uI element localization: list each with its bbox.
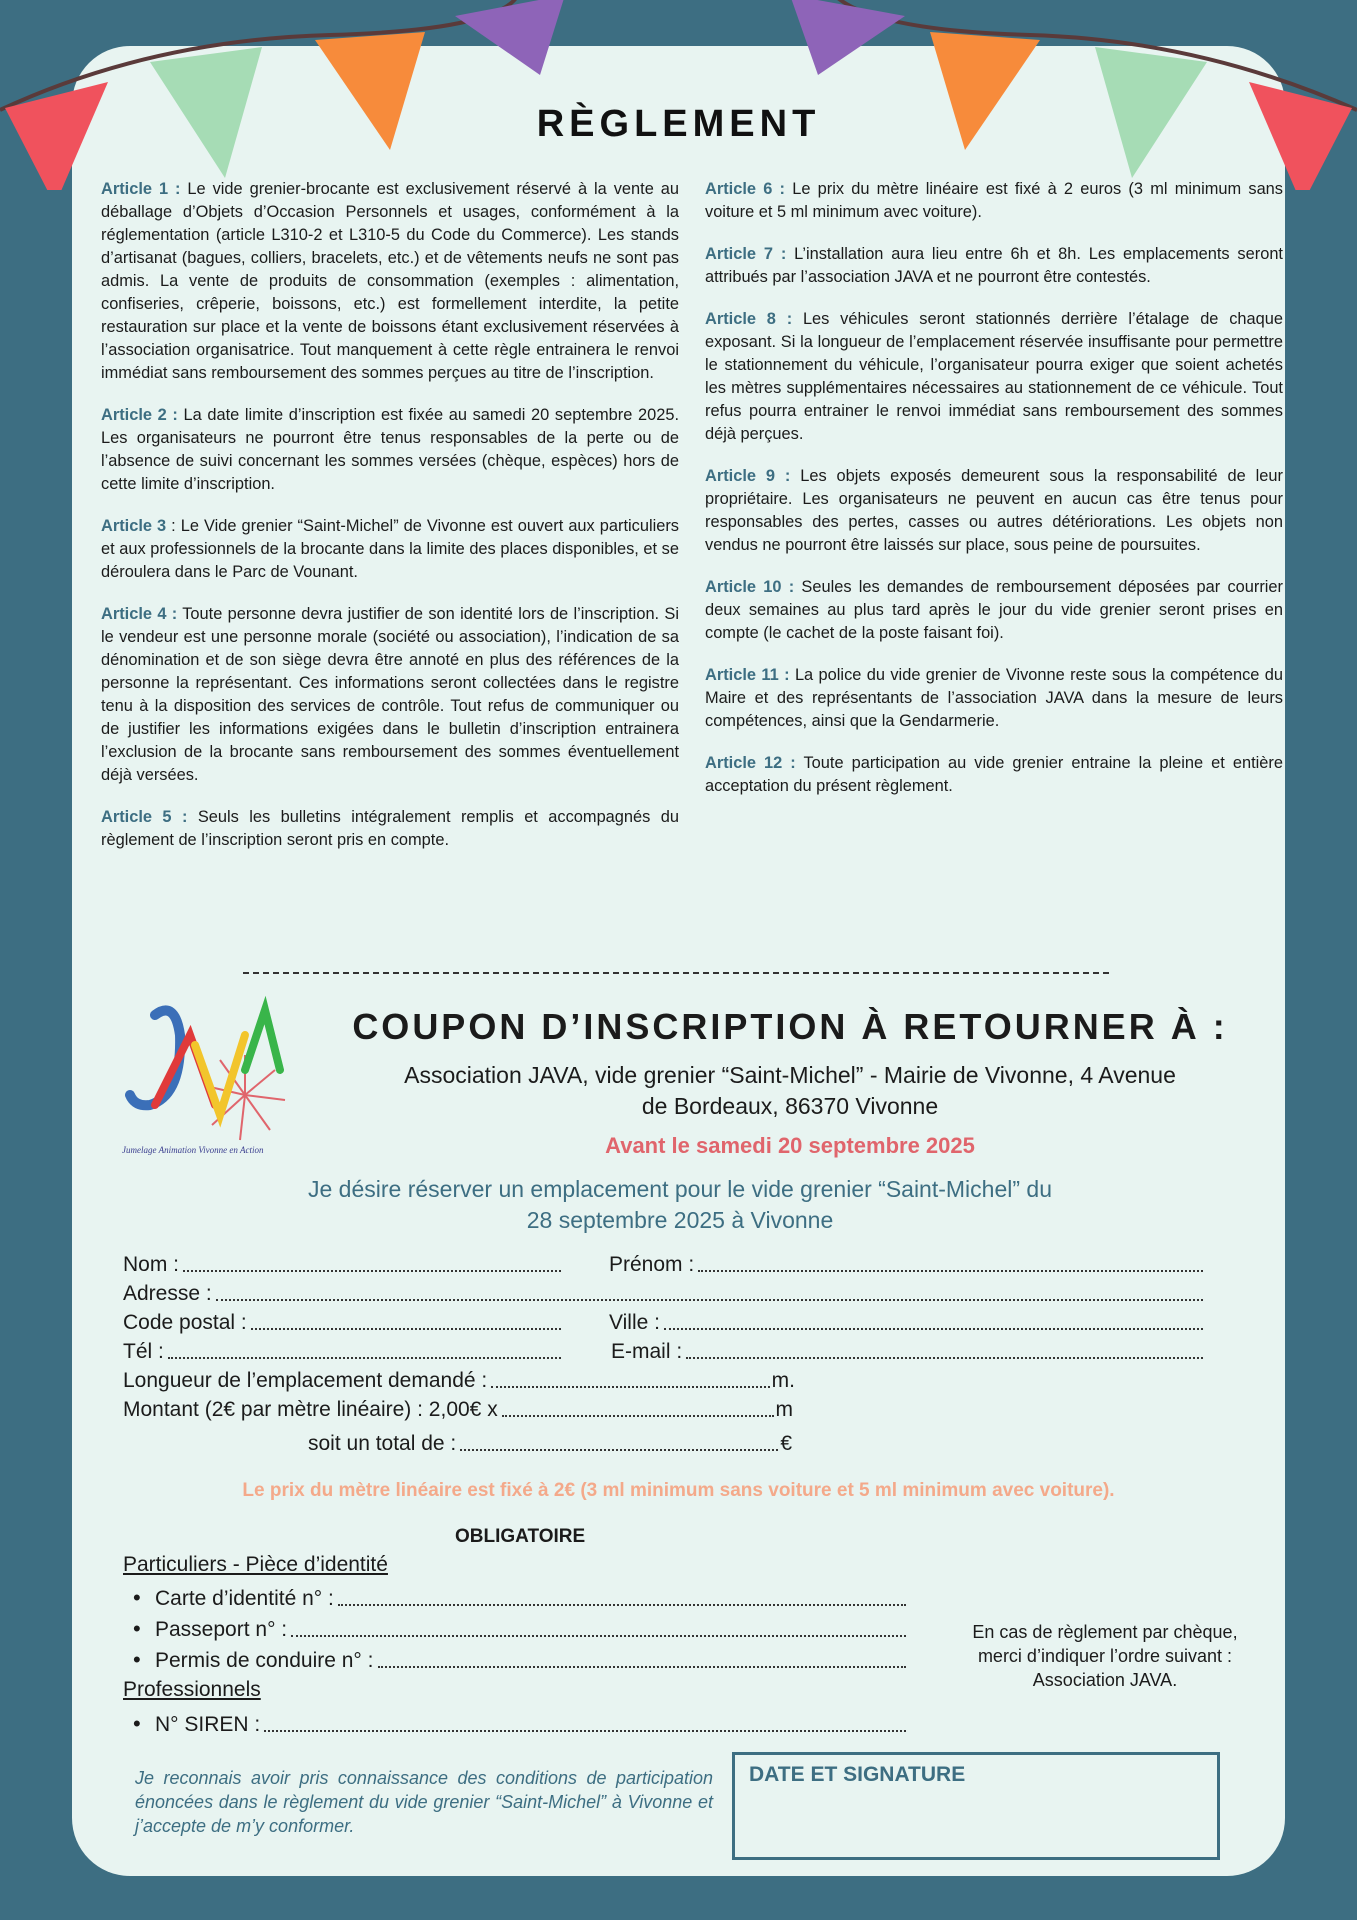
rules-column-right xyxy=(705,178,1283,817)
professionnels-heading: Professionnels xyxy=(123,1678,261,1701)
reservation-statement: Je désire réserver un emplacement pour le vide grenier “Saint-Michel” du 28 septembre 2025 à Vivonne xyxy=(307,1176,1052,1233)
nom-field[interactable]: Nom : xyxy=(123,1253,563,1277)
montant-field[interactable]: Montant (2€ par mètre linéaire) : 2,00€ x m xyxy=(123,1398,793,1421)
obligatoire-label: OBLIGATOIRE xyxy=(455,1526,586,1547)
article-5: Article 5 : Seuls les bulletins intégralement remplis et accompagnés du règlement de l’inscription seront pris en compte. xyxy=(101,808,679,849)
price-note: Le prix du mètre linéaire est fixé à 2€ (3 ml minimum sans voiture et 5 ml minimum avec voiture). xyxy=(242,1480,1115,1501)
cut-line xyxy=(243,972,1109,974)
logo-tagline: Jumelage Animation Vivonne en Action xyxy=(122,1145,264,1155)
email-field[interactable]: E-mail : xyxy=(611,1340,1205,1364)
tel-field[interactable]: Tél : xyxy=(123,1340,563,1364)
java-logo xyxy=(120,995,300,1163)
carte-identite-field[interactable]: • Carte d’identité n° : xyxy=(133,1585,908,1611)
article-11: Article 11 : La police du vide grenier de Vivonne reste sous la compétence du Maire et des représentants de l’association JAVA dans la mesure de leurs compétences, ainsi que la Gendarmerie. xyxy=(705,666,1283,730)
longueur-field[interactable]: Longueur de l’emplacement demandé : m. xyxy=(123,1369,795,1392)
article-2: Article 2 : La date limite d’inscription est fixée au samedi 20 septembre 2025. Les organisateurs ne pourront être tenus responsables de la perte ou de l’absence de suivi concernant les sommes versées (chèque, espèces) hors de cette limite d’inscription. xyxy=(101,406,679,493)
permis-field[interactable]: • Permis de conduire n° : xyxy=(133,1647,908,1673)
cheque-instructions: En cas de règlement par chèque, merci d’indiquer l’ordre suivant : Association JAVA. xyxy=(972,1622,1238,1690)
coupon-deadline: Avant le samedi 20 septembre 2025 xyxy=(605,1133,975,1158)
flag-purple xyxy=(455,0,565,75)
prenom-field[interactable]: Prénom : xyxy=(609,1253,1205,1277)
article-4: Article 4 : Toute personne devra justifier de son identité lors de l’inscription. Si le vendeur est une personne morale (société ou association), l’indication de sa dénomination et de son siège devra être annoté en plus des références de la personne la représentant. Ces informations seront collectées dans le registre tenu à la disposition des services de contrôle. Tout refus de communiquer ou de justifier les informations exigées dans le bulletin d’inscription entrainera l’exclusion de la brocante sans remboursement des sommes éventuellement déjà versées. xyxy=(101,605,679,784)
article-3: Article 3 : Le Vide grenier “Saint-Michel” de Vivonne est ouvert aux particuliers et aux professionnels de la brocante dans la limite des places disponibles, et se déroulera dans le Parc de Vounant. xyxy=(101,517,680,581)
article-6: Article 6 : Le prix du mètre linéaire est fixé à 2 euros (3 ml minimum sans voiture et 5 ml minimum avec voiture). xyxy=(705,180,1283,221)
bunting-decoration xyxy=(0,0,1357,190)
article-7: Article 7 : L’installation aura lieu entre 6h et 8h. Les emplacements seront attribués par l’association JAVA et ne pourront être contestés. xyxy=(705,245,1283,286)
flag-purple xyxy=(790,0,905,75)
coupon-title: COUPON D’INSCRIPTION À RETOURNER À : xyxy=(352,1006,1228,1047)
coupon-address: Association JAVA, vide grenier “Saint-Michel” - Mairie de Vivonne, 4 Avenue de Bordeaux, 86370 Vivonne xyxy=(404,1062,1176,1119)
signature-label: DATE ET SIGNATURE xyxy=(749,1763,966,1786)
article-8: Article 8 : Les véhicules seront stationnés derrière l’étalage de chaque exposant. Si la longueur de l’emplacement réservée insuffisante pour permettre le stationnement du véhicule, l’organisateur pourra exiger que soient achetés les mètres supplémentaires nécessaires au stationnement de ce véhicule. Tout refus pourra entrainer le renvoi immédiat sans remboursement des sommes déjà perçues. xyxy=(705,310,1283,443)
rules-column-left xyxy=(101,178,679,871)
article-1: Article 1 : Le vide grenier-brocante est exclusivement réservé à la vente au déballage d’Objets d’Occasion Personnels et usages, conformément à la réglementation (article L310-2 et L310-5 du Code du Commerce). Les stands d’artisanat (bagues, colliers, bracelets, etc.) et de vêtements neufs ne sont pas admis. La vente de produits de consommation (exemples : alimentation, confiseries, crêperie, boissons, etc.) est formellement interdite, la petite restauration sur place et la vente de boissons étant exclusivement réservées à l’association organisatrice. Tout manquement à cette règle entrainera le renvoi immédiat sans remboursement des sommes perçues au titre de l’inscription. xyxy=(101,180,679,382)
particuliers-heading: Particuliers - Pièce d’identité xyxy=(123,1553,388,1576)
signature-box[interactable] xyxy=(732,1752,1220,1860)
total-field[interactable]: soit un total de : € xyxy=(308,1432,792,1455)
siren-field[interactable]: • N° SIREN : xyxy=(133,1711,908,1737)
rules-title: RÈGLEMENT xyxy=(536,103,821,145)
ville-field[interactable]: Ville : xyxy=(609,1311,1205,1335)
adresse-field[interactable]: Adresse : xyxy=(123,1282,1205,1306)
passeport-field[interactable]: • Passeport n° : xyxy=(133,1616,908,1642)
article-9: Article 9 : Les objets exposés demeurent sous la responsabilité de leur propriétaire. Les organisateurs ne peuvent en aucun cas être tenus pour responsables des pertes, casses ou autres détériorations. Les objets non vendus ne pourront être laissés sur place, sous peine de poursuites. xyxy=(705,467,1283,554)
article-12: Article 12 : Toute participation au vide grenier entraine la pleine et entière acceptation du présent règlement. xyxy=(705,754,1283,795)
article-10: Article 10 : Seules les demandes de remboursement déposées par courrier deux semaines au plus tard après le jour du vide grenier seront prises en compte (le cachet de la poste faisant foi). xyxy=(705,578,1283,642)
code-postal-field[interactable]: Code postal : xyxy=(123,1311,563,1335)
acceptance-statement: Je reconnais avoir pris connaissance des conditions de participation énoncées dans le règlement du vide grenier “Saint-Michel” à Vivonne et j’accepte de m’y conformer. xyxy=(135,1768,713,1836)
